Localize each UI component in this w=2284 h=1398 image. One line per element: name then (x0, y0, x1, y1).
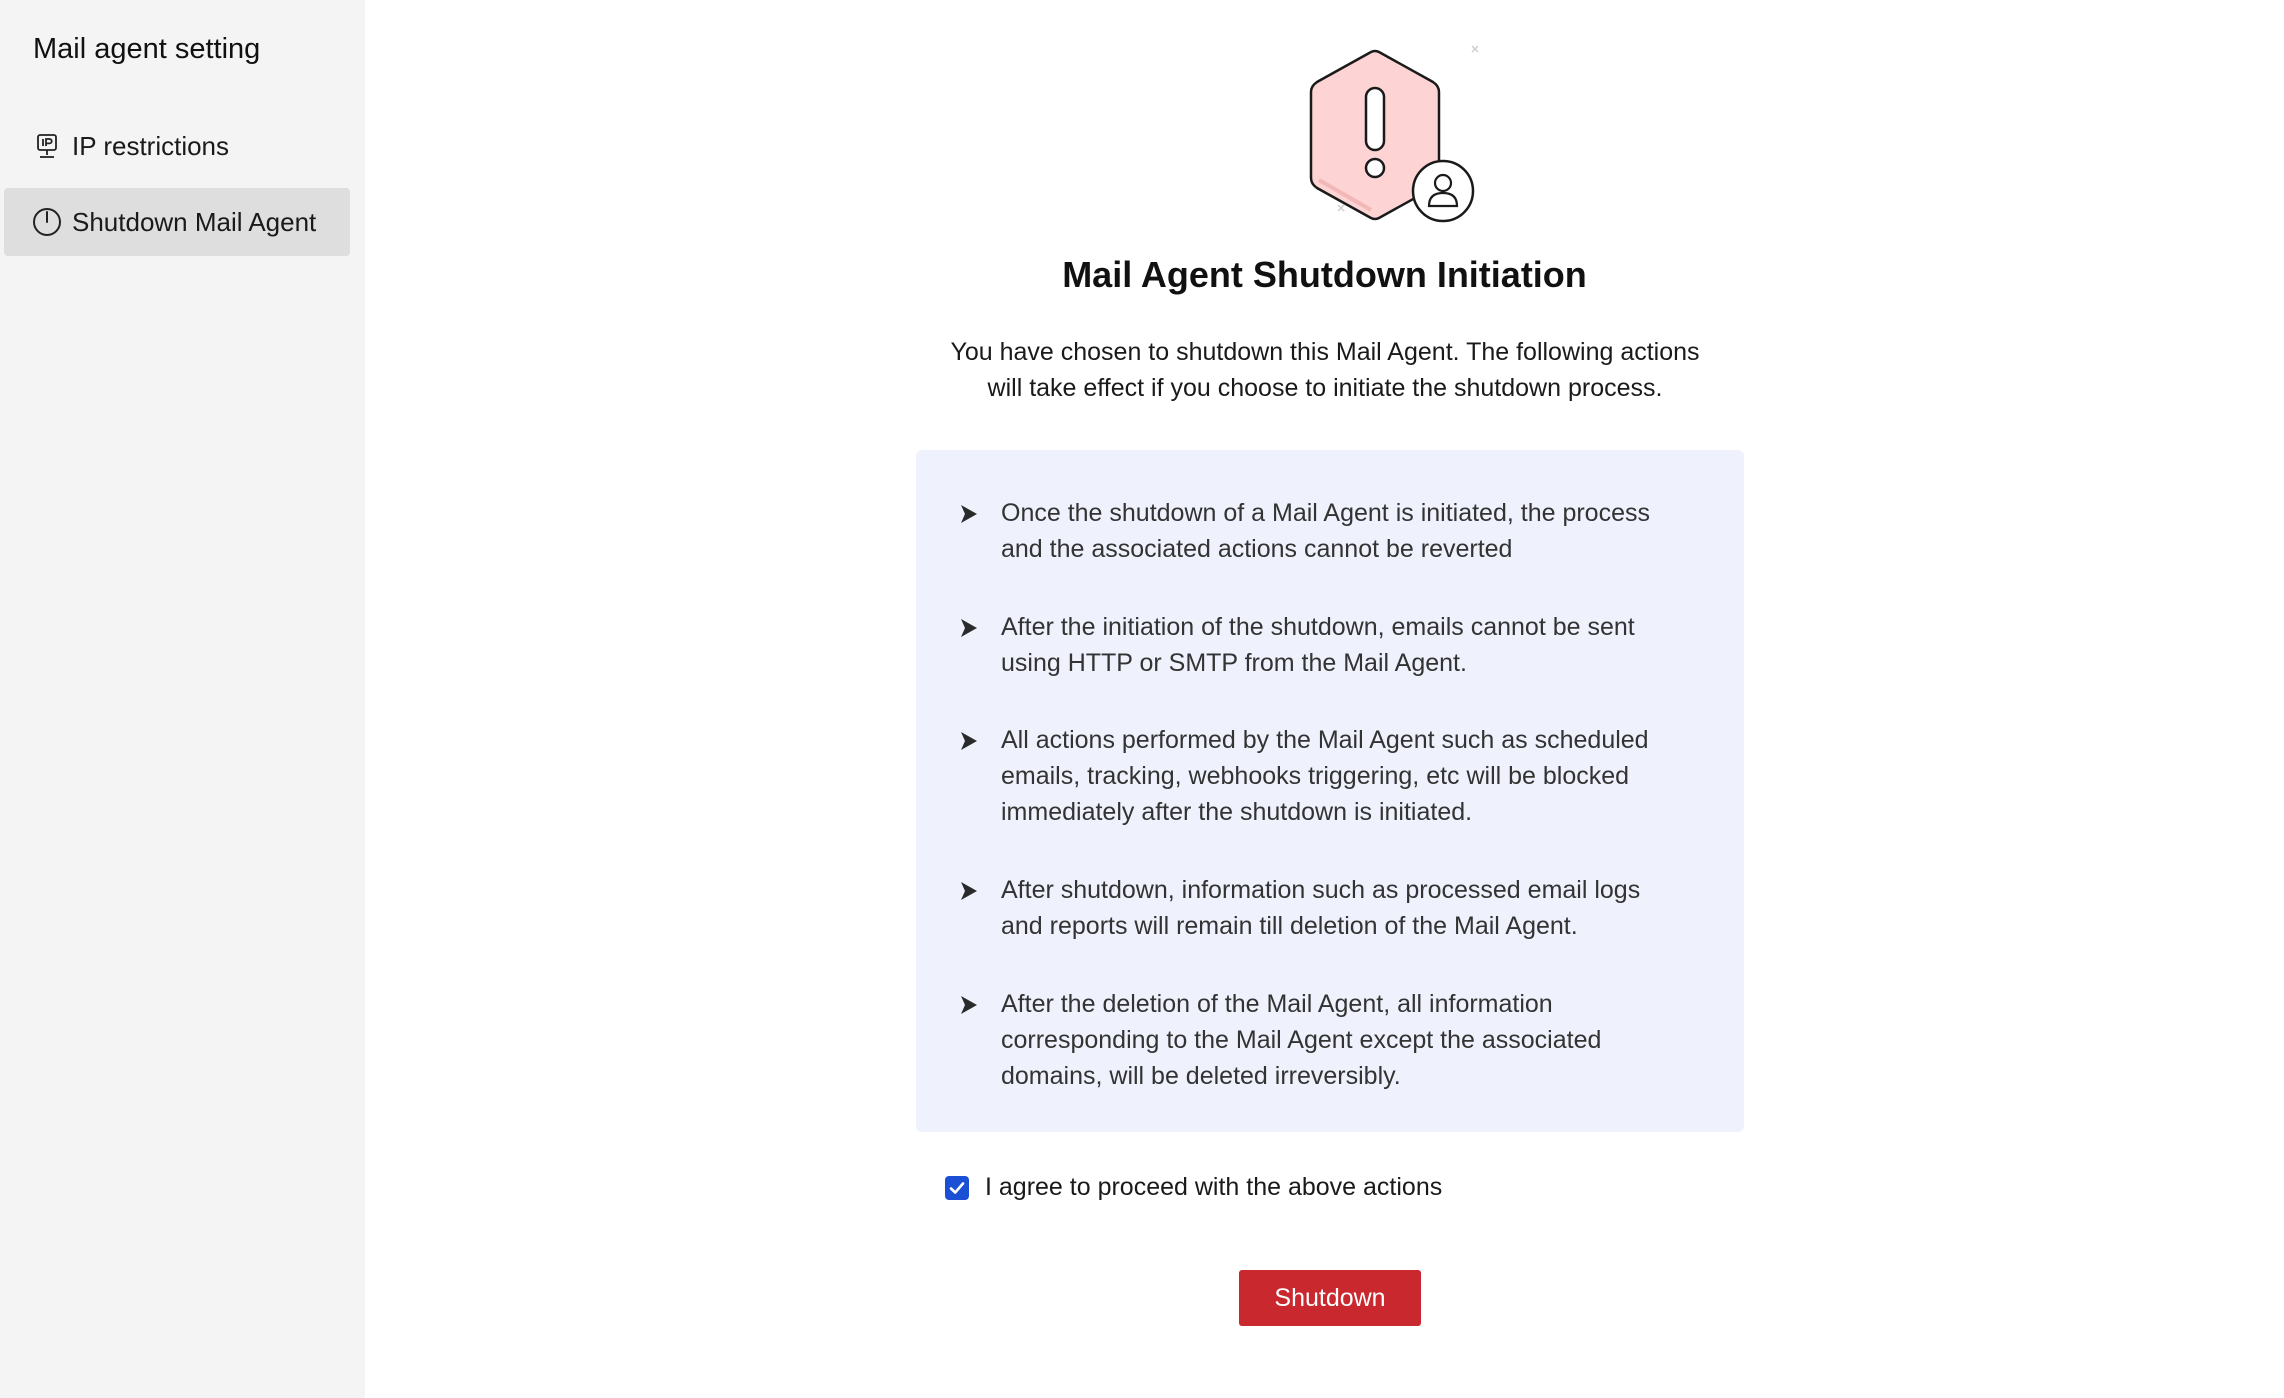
sidebar-item-label: IP restrictions (72, 130, 230, 161)
list-item-text: After shutdown, information such as processed email logs (1001, 876, 1641, 904)
play-arrow-icon (916, 609, 1001, 681)
intro-line: will take effect if you choose to initiate the shutdown process. (987, 374, 1663, 402)
sidebar-item-shutdown-mail-agent[interactable] (4, 188, 350, 256)
agree-label: I agree to proceed with the above actions (985, 1173, 1443, 1201)
sidebar-item-ip-restrictions[interactable] (4, 112, 350, 180)
list-item-text: Once the shutdown of a Mail Agent is initiated, the process (1001, 499, 1650, 527)
list-item (916, 872, 1744, 944)
sidebar-title: Mail agent setting (33, 33, 261, 65)
list-item-text: using HTTP or SMTP from the Mail Agent. (1001, 649, 1467, 677)
sidebar-item-label: Shutdown Mail Agent (72, 206, 317, 237)
shutdown-actions-panel (916, 450, 1744, 1132)
list-item-text: and the associated actions cannot be reverted (1001, 535, 1513, 563)
list-item-text: immediately after the shutdown is initiated. (1001, 798, 1473, 826)
main-content (365, 0, 2284, 1398)
list-item (916, 986, 1744, 1094)
play-arrow-icon (916, 986, 1001, 1094)
list-item (916, 609, 1744, 681)
list-item-text: and reports will remain till deletion of the Mail Agent. (1001, 912, 1578, 940)
play-arrow-icon (916, 722, 1001, 830)
sidebar (0, 0, 365, 1398)
ip-monitor-icon (30, 129, 64, 163)
agree-checkbox[interactable] (945, 1176, 969, 1200)
list-item-text: After the deletion of the Mail Agent, all information (1001, 990, 1553, 1018)
shutdown-button[interactable]: Shutdown (1239, 1270, 1421, 1326)
list-item-text: corresponding to the Mail Agent except the associated (1001, 1026, 1602, 1054)
list-item-text: domains, will be deleted irreversibly. (1001, 1062, 1401, 1090)
play-arrow-icon (916, 495, 1001, 567)
list-item-text: All actions performed by the Mail Agent such as scheduled (1001, 726, 1649, 754)
list-item-text: After the initiation of the shutdown, emails cannot be sent (1001, 613, 1635, 641)
agree-checkbox-row[interactable] (945, 1173, 1442, 1202)
page-title: Mail Agent Shutdown Initiation (1062, 254, 1587, 295)
intro-line: You have chosen to shutdown this Mail Agent. The following actions (950, 338, 1700, 366)
list-item (916, 722, 1744, 830)
checkmark-icon (948, 1179, 966, 1197)
intro-text (865, 334, 1785, 406)
list-item-text: emails, tracking, webhooks triggering, etc will be blocked (1001, 762, 1630, 790)
warning-hexagon-user-icon (1245, 30, 1505, 230)
power-icon (30, 205, 64, 239)
play-arrow-icon (916, 872, 1001, 944)
list-item (916, 495, 1744, 567)
